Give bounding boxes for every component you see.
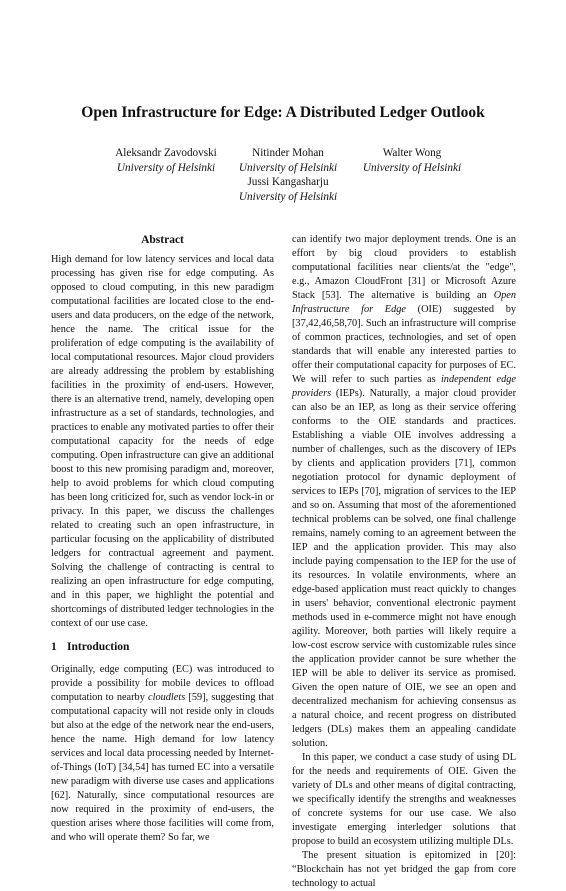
body-paragraph: The present situation is epitomized in [20]: “Blockchain has not yet bridged the gap from core technology to actual [292,850,516,889]
author-block [342,146,482,176]
author-block [96,146,236,176]
paper-title: Open Infrastructure for Edge: A Distributed Ledger Outlook [81,104,485,121]
author-affiliation: University of Helsinki [238,191,338,203]
author-name: Aleksandr Zavodovski [115,147,217,159]
body-paragraph: In this paper, we conduct a case study of using DL for the needs and requirements of OIE. Given the variety of DLs and other means of digital contracting, we specifically identify the strengths and weaknesses of concrete systems for our use case. We also investigate emerging interledger solutions that propose to build an ecosystem utilizing multiple DLs. [292,752,516,847]
section-number: 1 [51,641,57,653]
abstract-heading: Abstract [141,234,184,246]
author-name: Nitinder Mohan [252,147,324,159]
author-affiliation: University of Helsinki [116,162,216,174]
author-block [218,146,358,176]
section-title: Introduction [67,641,130,653]
body-paragraph: can identify two major deployment trends. One is an effort by big cloud providers to establish computational facilities near clients/at the "edge", e.g., Amazon CloudFront [31] or Microsoft Azure Stack [53]. The alternative is building an Open Infrastructure for Edge (OIE) suggested by [37,42,46,58,70]. Such an infrastructure will comprise of common practices, technologies, and set of open standards that will enable any interested parties to offer their computational capacity for purposes of EC. We will refer to such parties as independent edge providers (IEPs). Naturally, a major cloud provider can also be an IEP, as long as their service offering conforms to the OIE standards and practices. Establishing a viable OIE involves addressing a number of challenges, such as the discovery of IEPs by clients and application providers [71], common negotiation protocol for dynamic deployment of services to IEPs [70], migration of services to the IEP and so on. Assuming that most of the aforementioned technical problems can be solved, one final challenge remains, namely coming to an agreement between the IEP and the application provider. This may also include paying compensation to the IEP for the use of its resources. In volatile environments, where an edge-based application must react quickly to changes in users' behavior, conventional electronic payment methods used in e-commerce might not have enough agility. Moreover, both parties will likely require a low-cost escrow service with customizable rules since the application provider cannot be sure whether the IEP will be able to deliver its service as promised. Given the open nature of OIE, we see an open and decentralized mechanism for achieving consensus as a natural choice, and recent progress on distributed ledgers (DLs) makes them an appealing candidate solution. [292,234,516,749]
author-name: Walter Wong [382,147,442,159]
right-column [292,233,516,891]
intro-paragraph: Originally, edge computing (EC) was introduced to provide a possibility for mobile devices to offload computation to nearby cloudlets [59], suggesting that computational capacity will not reside only in clouds but also at the edge of the network near the end-users, hence the name. High demand for low latency services and local data processing needed by Internet-of-Things (IoT) [34,54] has turned EC into a versatile new paradigm with diverse use cases and applications [62]. Naturally, since computational resources are now required in the proximity of end-users, the question arises where those facilities will come from, and who will operate them? So far, we [51,664,274,843]
abstract-text: High demand for low latency services and local data processing has given rise for edge computing. As opposed to cloud computing, in this new paradigm computational facilities are located close to the end-users and data producers, on the edge of the network, hence the name. The critical issue for the proliferation of edge computing is the availability of local computational resources. Major cloud providers are already addressing the problem by establishing facilities in the proximity of end-users. However, there is an alternative trend, namely, developing open infrastructure as a set of standards, technologies, and practices to enable any motivated parties to offer their computational capacity for the needs of edge computing. Open infrastructure can give an additional boost to this new promising paradigm and, moreover, help to avoid problems for which cloud computing has been long criticized for, such as vendor lock-in or privacy. In this paper, we discuss the challenges related to creating such an open infrastructure, in particular focusing on the applicability of distributed ledgers for contractual agreement and payment. Solving the challenge of contracting is central to realizing an open infrastructure for edge computing, and in this paper, we highlight the potential and shortcomings of distributed ledger technologies in the context of our use case. [51,254,274,629]
author-name: Jussi Kangasharju [247,176,329,188]
section-heading [51,640,274,654]
author-affiliation: University of Helsinki [362,162,462,174]
author-affiliation: University of Helsinki [238,162,338,174]
left-column [51,233,274,845]
author-block [218,175,358,205]
